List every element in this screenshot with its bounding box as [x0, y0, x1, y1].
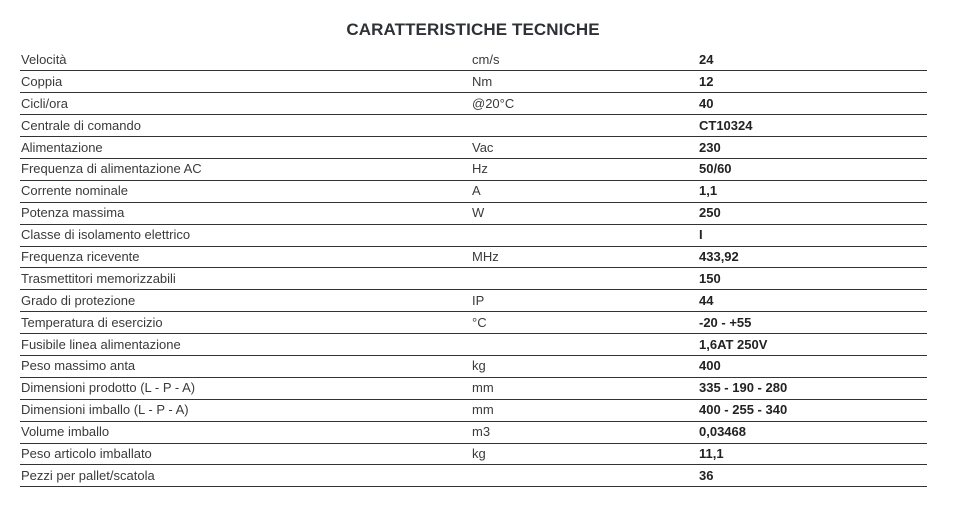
spec-label: Temperatura di esercizio	[20, 312, 471, 334]
spec-label: Fusibile linea alimentazione	[20, 334, 471, 356]
spec-value: 230	[698, 137, 927, 159]
table-row	[20, 137, 927, 159]
spec-value: 36	[698, 465, 927, 487]
table-row	[20, 399, 927, 421]
table-row	[20, 224, 927, 246]
spec-unit: Vac	[471, 137, 698, 159]
spec-label: Volume imballo	[20, 421, 471, 443]
spec-label: Pezzi per pallet/scatola	[20, 465, 471, 487]
table-row	[20, 355, 927, 377]
spec-label: Trasmettitori memorizzabili	[20, 268, 471, 290]
spec-label: Alimentazione	[20, 137, 471, 159]
spec-label: Dimensioni imballo (L - P - A)	[20, 399, 471, 421]
spec-unit: W	[471, 202, 698, 224]
spec-label: Classe di isolamento elettrico	[20, 224, 471, 246]
spec-label: Centrale di comando	[20, 115, 471, 137]
spec-value: -20 - +55	[698, 312, 927, 334]
table-row	[20, 115, 927, 137]
table-row	[20, 465, 927, 487]
table-row	[20, 93, 927, 115]
spec-unit: mm	[471, 377, 698, 399]
spec-value: 335 - 190 - 280	[698, 377, 927, 399]
spec-unit: Nm	[471, 71, 698, 93]
spec-label: Corrente nominale	[20, 180, 471, 202]
spec-value: 400 - 255 - 340	[698, 399, 927, 421]
table-row	[20, 49, 927, 71]
spec-unit	[471, 465, 698, 487]
spec-table	[20, 49, 927, 487]
spec-unit: mm	[471, 399, 698, 421]
spec-unit: Hz	[471, 158, 698, 180]
spec-value: 250	[698, 202, 927, 224]
spec-label: Frequenza ricevente	[20, 246, 471, 268]
table-row	[20, 334, 927, 356]
spec-value: 40	[698, 93, 927, 115]
spec-value: 12	[698, 71, 927, 93]
spec-value: 11,1	[698, 443, 927, 465]
table-row	[20, 180, 927, 202]
spec-value: 1,1	[698, 180, 927, 202]
spec-unit: A	[471, 180, 698, 202]
table-row	[20, 377, 927, 399]
spec-value: 24	[698, 49, 927, 71]
spec-label: Frequenza di alimentazione AC	[20, 158, 471, 180]
spec-unit	[471, 224, 698, 246]
table-row	[20, 312, 927, 334]
page-title: CARATTERISTICHE TECNICHE	[346, 20, 600, 39]
spec-unit: MHz	[471, 246, 698, 268]
spec-label: Peso articolo imballato	[20, 443, 471, 465]
table-row	[20, 246, 927, 268]
spec-unit: cm/s	[471, 49, 698, 71]
table-row	[20, 202, 927, 224]
table-row	[20, 71, 927, 93]
spec-label: Potenza massima	[20, 202, 471, 224]
table-row	[20, 268, 927, 290]
spec-unit: °C	[471, 312, 698, 334]
spec-value: 150	[698, 268, 927, 290]
spec-unit: kg	[471, 355, 698, 377]
table-row	[20, 443, 927, 465]
spec-value: I	[698, 224, 927, 246]
spec-label: Grado di protezione	[20, 290, 471, 312]
spec-value: 400	[698, 355, 927, 377]
spec-label: Dimensioni prodotto (L - P - A)	[20, 377, 471, 399]
spec-value: 433,92	[698, 246, 927, 268]
spec-unit: kg	[471, 443, 698, 465]
spec-unit	[471, 268, 698, 290]
spec-unit	[471, 115, 698, 137]
spec-value: 44	[698, 290, 927, 312]
spec-label: Cicli/ora	[20, 93, 471, 115]
spec-value: 1,6AT 250V	[698, 334, 927, 356]
table-row	[20, 158, 927, 180]
spec-label: Peso massimo anta	[20, 355, 471, 377]
spec-value: 0,03468	[698, 421, 927, 443]
spec-unit: @20°C	[471, 93, 698, 115]
table-row	[20, 421, 927, 443]
spec-label: Velocità	[20, 49, 471, 71]
spec-unit: IP	[471, 290, 698, 312]
spec-unit: m3	[471, 421, 698, 443]
spec-value: CT10324	[698, 115, 927, 137]
spec-value: 50/60	[698, 158, 927, 180]
spec-label: Coppia	[20, 71, 471, 93]
spec-unit	[471, 334, 698, 356]
table-row	[20, 290, 927, 312]
